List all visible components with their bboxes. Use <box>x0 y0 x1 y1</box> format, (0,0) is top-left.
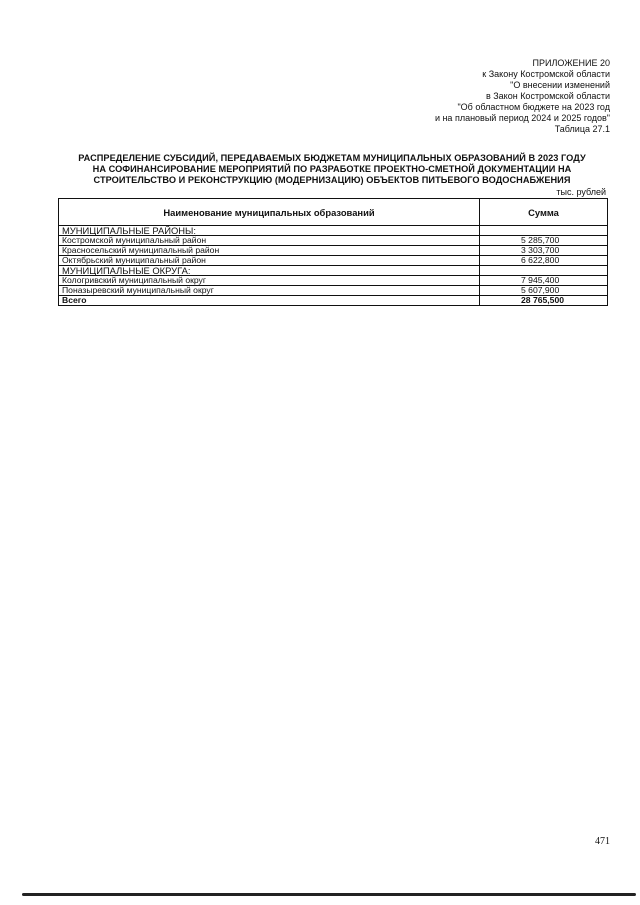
total-label: Всего <box>59 296 480 306</box>
municipality-name: Кологривский муниципальный округ <box>59 276 480 286</box>
header-line: к Закону Костромской области <box>482 69 610 79</box>
title-line: СТРОИТЕЛЬСТВО И РЕКОНСТРУКЦИЮ (МОДЕРНИЗАЦИЮ) ОБЪЕКТОВ ПИТЬЕВОГО ВОДОСНАБЖЕНИЯ <box>93 175 571 185</box>
subsidy-value: 5 285,700 <box>480 236 608 246</box>
column-header-name: Наименование муниципальных образований <box>59 199 480 226</box>
header-line: и на плановый период 2024 и 2025 годов" <box>434 113 610 123</box>
table-number: Таблица 27.1 <box>554 124 610 134</box>
subsidy-value: 5 607,900 <box>480 286 608 296</box>
header-line: ПРИЛОЖЕНИЕ 20 <box>532 58 610 68</box>
header-line: "Об областном бюджете на 2023 год <box>457 102 610 112</box>
page-number: 471 <box>595 836 610 847</box>
municipality-name: Костромской муниципальный район <box>59 236 480 246</box>
appendix-header <box>310 58 610 135</box>
units-label: тыс. рублей <box>556 187 606 197</box>
table-header-row <box>59 199 608 226</box>
group-label: МУНИЦИПАЛЬНЫЕ ОКРУГА: <box>59 266 480 276</box>
group-sum-empty <box>480 266 608 276</box>
municipality-name: Красносельский муниципальный район <box>59 246 480 256</box>
table-row <box>59 236 608 246</box>
municipality-name: Поназыревский муниципальный округ <box>59 286 480 296</box>
table-row <box>59 256 608 266</box>
municipality-name: Октябрьский муниципальный район <box>59 256 480 266</box>
column-header-sum: Сумма <box>480 199 608 226</box>
header-line: "О внесении изменений <box>510 80 610 90</box>
subsidy-table <box>58 198 608 306</box>
table-row <box>59 286 608 296</box>
table-row <box>59 276 608 286</box>
group-row <box>59 226 608 236</box>
group-sum-empty <box>480 226 608 236</box>
title-line: РАСПРЕДЕЛЕНИЕ СУБСИДИЙ, ПЕРЕДАВАЕМЫХ БЮДЖЕТАМ МУНИЦИПАЛЬНЫХ ОБРАЗОВАНИЙ В 2023 ГОДУ <box>78 153 586 163</box>
group-label: МУНИЦИПАЛЬНЫЕ РАЙОНЫ: <box>59 226 480 236</box>
header-line: в Закон Костромской области <box>485 91 610 101</box>
subsidy-value: 6 622,800 <box>480 256 608 266</box>
subsidy-value: 7 945,400 <box>480 276 608 286</box>
document-title <box>56 153 608 186</box>
total-row <box>59 296 608 306</box>
title-line: НА СОФИНАНСИРОВАНИЕ МЕРОПРИЯТИЙ ПО РАЗРАБОТКЕ ПРОЕКТНО-СМЕТНОЙ ДОКУМЕНТАЦИИ НА <box>92 164 572 174</box>
total-value: 28 765,500 <box>480 296 608 306</box>
group-row <box>59 266 608 276</box>
table-row <box>59 246 608 256</box>
subsidy-value: 3 303,700 <box>480 246 608 256</box>
scan-edge-line <box>22 893 636 896</box>
